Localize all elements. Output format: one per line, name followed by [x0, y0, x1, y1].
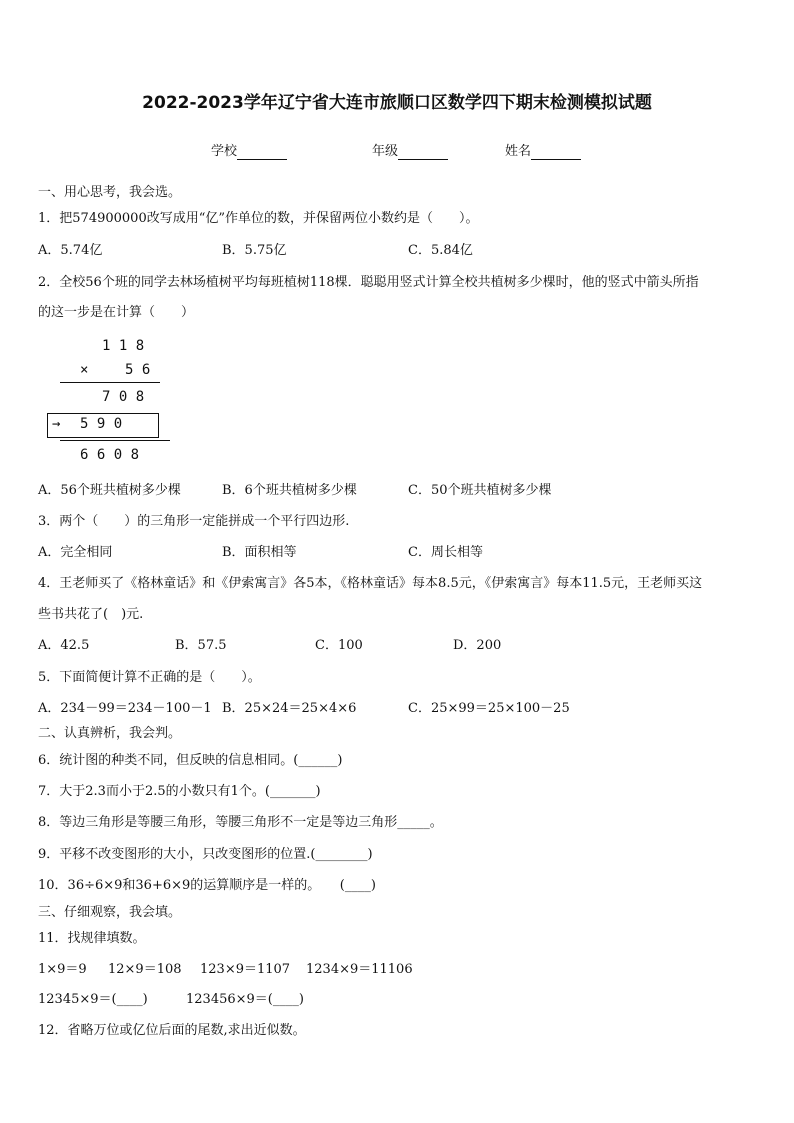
question-4-line-1: 4．王老师买了《格林童话》和《伊索寓言》各5本，《格林童话》每本8.5元，《伊索寓言》每本11.5元，王老师买这 — [38, 576, 703, 591]
name-blank — [531, 144, 581, 160]
page-title: 2022-2023学年辽宁省大连市旅顺口区数学四下期末检测模拟试题 — [142, 93, 652, 113]
section-1-heading: 一、用心思考，我会选。 — [38, 185, 182, 200]
section-3-heading: 三、仔细观察，我会填。 — [38, 905, 182, 920]
q11-blank-1: 12345×9＝(____) — [38, 992, 148, 1007]
name-label: 姓名 — [505, 144, 532, 159]
question-6: 6．统计图的种类不同，但反映的信息相同。(______) — [38, 753, 343, 768]
name-field — [505, 140, 581, 160]
question-2-line-2: 的这一步是在计算（ ） — [38, 305, 195, 320]
question-5: 5．下面简便计算不正确的是（ ）。 — [38, 670, 261, 685]
calc-rule-1 — [60, 382, 160, 383]
question-8: 8．等边三角形是等腰三角形，等腰三角形不一定是等边三角形_____。 — [38, 815, 443, 830]
question-4-line-2: 些书共花了( )元. — [38, 607, 144, 622]
grade-blank — [398, 144, 448, 160]
q5-option-c: C．25×99＝25×100－25 — [408, 701, 570, 716]
q1-option-a: A．5.74亿 — [38, 243, 103, 258]
q3-option-b: B．面积相等 — [222, 545, 297, 560]
q3-option-a: A．完全相同 — [38, 545, 113, 560]
q4-option-d: D．200 — [453, 638, 502, 653]
q4-option-b: B．57.5 — [175, 638, 227, 653]
question-11: 11．找规律填数。 — [38, 931, 146, 946]
question-1: 1．把574900000改写成用“亿”作单位的数，并保留两位小数约是（ ）。 — [38, 211, 479, 226]
q4-option-a: A．42.5 — [38, 638, 90, 653]
q11-pattern-1: 1×9＝9 — [38, 962, 87, 977]
q2-option-b: B．6个班共植树多少棵 — [222, 483, 357, 498]
section-2-heading: 二、认真辨析，我会判。 — [38, 726, 182, 741]
calc-row-product: 6 6 0 8 — [80, 447, 140, 463]
calc-row-multiplicand: 1 1 8 — [102, 338, 145, 354]
grade-field — [372, 140, 448, 160]
q3-option-c: C．周长相等 — [408, 545, 483, 560]
question-12: 12．省略万位或亿位后面的尾数,求出近似数。 — [38, 1023, 306, 1038]
q11-pattern-3: 123×9＝1107 — [200, 962, 291, 977]
question-10: 10．36÷6×9和36+6×9的运算顺序是一样的。 (____) — [38, 878, 376, 893]
q5-option-a: A．234－99＝234－100－1 — [38, 701, 212, 716]
question-2-line-1: 2．全校56个班的同学去林场植树平均每班植树118棵．聪聪用竖式计算全校共植树多少棵时，他的竖式中箭头所指 — [38, 275, 699, 290]
grade-label: 年级 — [372, 144, 399, 159]
question-7: 7．大于2.3而小于2.5的小数只有1个。(_______) — [38, 784, 321, 799]
q1-option-b: B．5.75亿 — [222, 243, 287, 258]
school-field — [211, 140, 287, 160]
q11-blank-2: 123456×9＝(____) — [186, 992, 304, 1007]
school-label: 学校 — [211, 144, 238, 159]
q1-option-c: C．5.84亿 — [408, 243, 473, 258]
calc-row-multiplier: 5 6 — [125, 362, 151, 378]
q5-option-b: B．25×24＝25×4×6 — [222, 701, 357, 716]
q2-option-c: C．50个班共植树多少棵 — [408, 483, 552, 498]
q2-option-a: A．56个班共植树多少棵 — [38, 483, 181, 498]
q4-option-c: C．100 — [315, 638, 363, 653]
calc-rule-2 — [60, 440, 170, 441]
calc-row-partial-1: 7 0 8 — [102, 389, 145, 405]
question-9: 9．平移不改变图形的大小，只改变图形的位置.(________) — [38, 847, 373, 862]
calc-row-partial-2: 5 9 0 — [80, 416, 123, 432]
q11-pattern-2: 12×9＝108 — [108, 962, 182, 977]
calc-times-sign: × — [80, 362, 89, 378]
question-3: 3．两个（ ）的三角形一定能拼成一个平行四边形. — [38, 514, 350, 529]
school-blank — [237, 144, 287, 160]
q11-pattern-4: 1234×9＝11106 — [306, 962, 413, 977]
arrow-icon: → — [52, 416, 61, 432]
